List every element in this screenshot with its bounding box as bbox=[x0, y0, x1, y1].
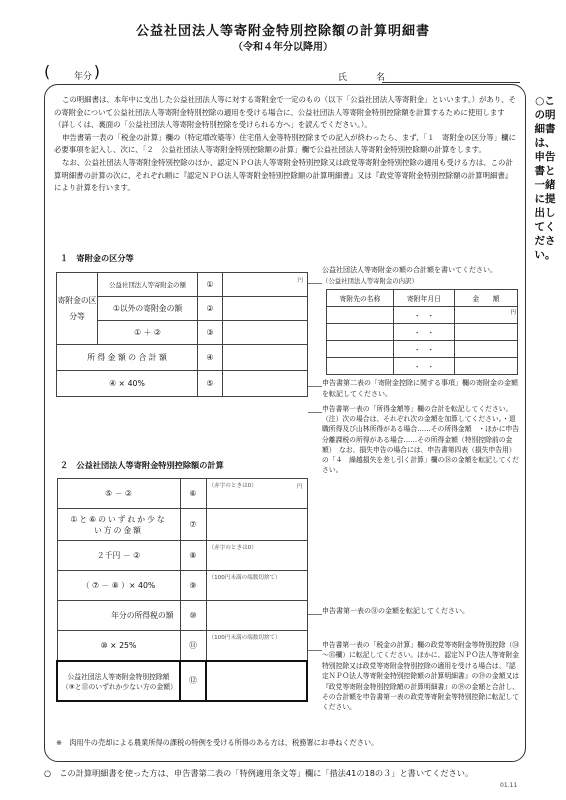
group-label: 寄附金の区分等 bbox=[57, 273, 98, 345]
row-label: ２千円 － ② bbox=[57, 541, 180, 571]
row-label: 年分の所得税の額 bbox=[57, 601, 180, 631]
row-label: ① ＋ ② bbox=[98, 321, 198, 345]
note-income-tax: 申告書第一表の㉛の金額を転記してください。 bbox=[322, 607, 469, 615]
donation-header: 寄附先の名称 bbox=[327, 290, 394, 307]
row-label: ④ × 40% bbox=[57, 371, 198, 397]
amount-field-7[interactable] bbox=[206, 509, 307, 541]
row-label: ①以外の寄附金の額 bbox=[98, 297, 198, 321]
amount-field-4[interactable] bbox=[223, 345, 308, 371]
donation-note-sub: （公益社団法人等寄附金の内訳） bbox=[322, 277, 418, 285]
year-field[interactable]: ( 年分 ) bbox=[44, 62, 100, 82]
donation-date-cell[interactable]: ・ ・ bbox=[394, 341, 455, 358]
donation-name-cell[interactable] bbox=[327, 341, 394, 358]
amount-field-12[interactable] bbox=[206, 661, 307, 701]
amount-field-1[interactable]: 円 bbox=[223, 273, 308, 297]
donation-note: 公益社団法人等寄附金の額の合計額を書いてください。 bbox=[322, 266, 497, 274]
form-title: 公益社団法人等寄附金特別控除額の計算明細書 bbox=[135, 24, 430, 39]
donation-name-cell[interactable] bbox=[327, 307, 394, 324]
form-code: 01.11 bbox=[500, 782, 518, 789]
row-label: 公益社団法人等寄附金特別控除額（⑨と⑪のいずれか少ない方の金額） bbox=[57, 661, 180, 701]
row-label: （ ⑦ － ⑧ ）× 40% bbox=[57, 571, 180, 601]
donation-header: 寄附年月日 bbox=[394, 290, 455, 307]
intro-paragraph: この明細書は、本年中に支出した公益社団法人等に対する寄附金で一定のもの（以下「公益社団法人等寄附金」といいます。）があり、その寄附金について公益社団法人等寄附金特別控除の適用を受ける場合に、公益社団法人等寄附金特別控除額を計算するために使用します（詳しくは、裏面の「公益社団法人等寄附金特別控除を受けられる方へ」を読んでください。）。 bbox=[54, 95, 516, 130]
row-label: ⑤ － ② bbox=[57, 479, 180, 509]
intro-paragraph: なお、公益社団法人等寄附金特別控除のほか、認定ＮＰＯ法人等寄附金特別控除又は政党等寄附金特別控除の適用も受ける方は、この計算明細書の計算の次に、それぞれ順に『認定ＮＰＯ法人等寄附金特別控除額の計算明細書』又は『政党等寄附金特別控除額の計算明細書』により計算を行います。 bbox=[54, 157, 513, 193]
intro-paragraph: 申告書第一表の「税金の計算」欄の（特定増改築等）住宅借入金等特別控除までの記入が終わったら、まず、「１ 寄附金の区分等」欄に必要事項を記入し、次に、「２ 公益社団法人等寄附金特別控除額の計算」欄で公益社団法人等寄附金特別控除額の計算をします。 bbox=[54, 132, 516, 155]
donation-date-cell[interactable]: ・ ・ bbox=[394, 307, 455, 324]
row-number: ② bbox=[198, 297, 223, 321]
amount-field-2[interactable] bbox=[223, 297, 308, 321]
row-number: ③ bbox=[198, 321, 223, 345]
section2-table bbox=[56, 478, 308, 702]
section1-table bbox=[56, 272, 308, 397]
donation-header: 金 額 bbox=[455, 290, 518, 307]
amount-field-8[interactable]: （赤字のときは0） bbox=[206, 541, 307, 571]
footer-instruction: ○ この計算明細書を使った方は、申告書第二表の「特例適用条文等」欄に「措法41の18の３」と書いてください。 bbox=[44, 768, 474, 778]
donation-date-cell[interactable]: ・ ・ bbox=[394, 324, 455, 341]
row-label: 所 得 金 額 の 合 計 額 bbox=[57, 345, 198, 371]
row-label: 公益社団法人等寄附金の額 bbox=[98, 273, 198, 297]
row-number: ⑨ bbox=[180, 571, 206, 601]
row-number: ⑩ bbox=[180, 601, 206, 631]
row-label: ①と⑥のいずれか少ない方の金額 bbox=[57, 509, 180, 541]
donation-name-cell[interactable] bbox=[327, 358, 394, 375]
row-number: ⑧ bbox=[180, 541, 206, 571]
row-number: ④ bbox=[198, 345, 223, 371]
row-number: ① bbox=[198, 273, 223, 297]
row-number: ⑤ bbox=[198, 371, 223, 397]
sidebar-notice: ○この明細書は、申告書と一緒に提出してください。 bbox=[534, 95, 556, 261]
donation-amount-cell[interactable] bbox=[455, 358, 518, 375]
amount-field-10[interactable] bbox=[206, 601, 307, 631]
name-label: 氏 名 bbox=[338, 73, 396, 83]
intro-text bbox=[54, 94, 516, 195]
amount-field-11[interactable]: （100円未満の端数切捨て） bbox=[206, 631, 307, 661]
donation-amount-cell[interactable] bbox=[455, 324, 518, 341]
amount-field-5[interactable] bbox=[223, 371, 308, 397]
row-number: ⑪ bbox=[180, 631, 206, 661]
amount-field-6[interactable]: （赤字のときは0） 円 bbox=[206, 479, 307, 509]
amount-field-9[interactable]: （100円未満の端数切捨て） bbox=[206, 571, 307, 601]
form-subtitle: （令和４年分以降用） bbox=[233, 42, 333, 53]
section2-heading: ２ 公益社団法人等寄附金特別控除額の計算 bbox=[60, 460, 224, 470]
year-label: 年分 bbox=[73, 72, 92, 82]
amount-field-3[interactable] bbox=[223, 321, 308, 345]
note-special-deduction: 申告書第一表の「税金の計算」欄の政党等寄附金等特別控除（㉞～㉟欄）に転記してください。ほかに、認定ＮＰＯ法人等寄附金特別控除又は政党等寄附金特別控除の適用を受ける場合は、『認定ＮＰＯ法人等寄附金特別控除額の計算明細書』の⑲の金額又は『政党等寄附金特別控除額の計算明細書』の⑲の金額と合計し、その合計額を申告書第一表の政党等寄附金等特別控除に転記してください。 bbox=[322, 641, 520, 712]
note-income: 申告書第二表の「寄附金控除に関する事項」欄の寄附金の金額を転記してください。 bbox=[322, 379, 518, 398]
name-field[interactable] bbox=[382, 82, 520, 83]
section1-heading: １ 寄附金の区分等 bbox=[60, 253, 134, 263]
donation-name-cell[interactable] bbox=[327, 324, 394, 341]
donation-table bbox=[326, 289, 518, 375]
note-total-income: 申告書第一表の「所得金額等」欄の合計を転記してください。（注）次の場合は、それぞれ次の金額を加算してください。・退職所得及び山林所得がある場合……その所得金額 ・ほかに申告分離課税の所得がある場合……その所得金額（特別控除前の金額） なお、損失申告の場合には、申告書第四表（損失申告用）の「４ 繰越損失を差し引く計算」欄の⑱の金額を転記してください。 bbox=[322, 405, 520, 475]
bottom-note: ※ 肉用牛の売却による農業所得の課税の特例を受ける所得のある方は、税務署にお尋ねください。 bbox=[56, 738, 379, 747]
row-number: ⑥ bbox=[180, 479, 206, 509]
donation-date-cell[interactable]: ・ ・ bbox=[394, 358, 455, 375]
row-number: ⑫ bbox=[180, 661, 206, 701]
row-label: ⑩ × 25% bbox=[57, 631, 180, 661]
donation-amount-cell[interactable]: 円 bbox=[455, 307, 518, 324]
row-number: ⑦ bbox=[180, 509, 206, 541]
donation-amount-cell[interactable] bbox=[455, 341, 518, 358]
